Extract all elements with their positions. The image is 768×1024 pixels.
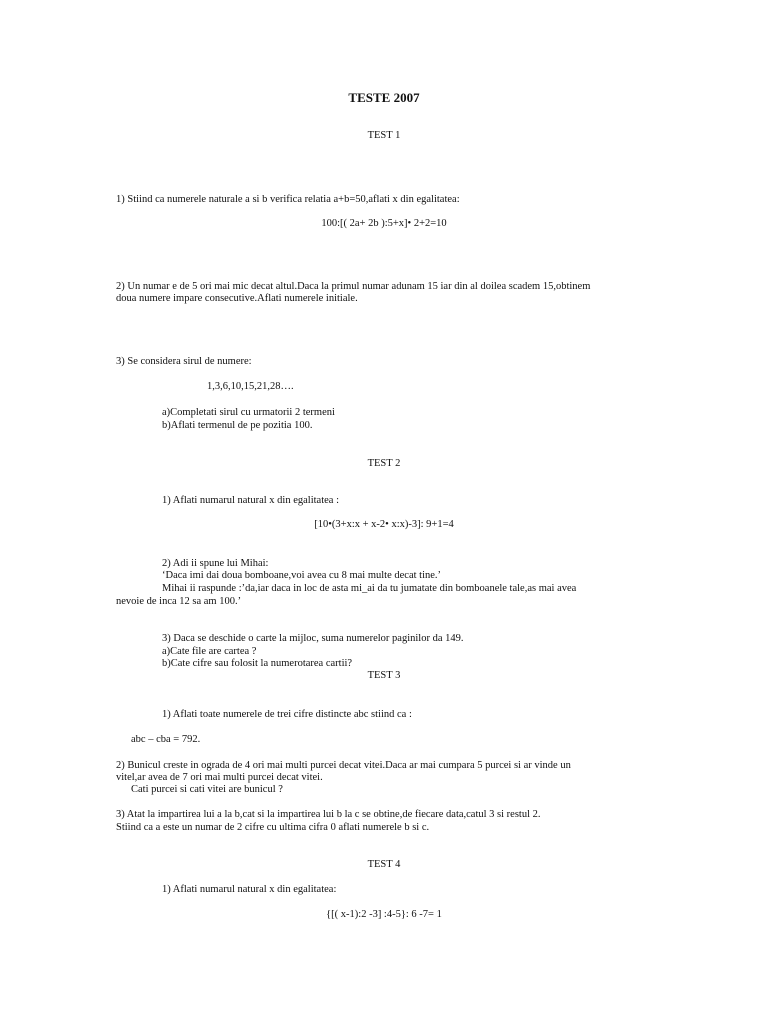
test1-problem2-line1: 2) Un numar e de 5 ori mai mic decat altul.Daca la primul numar adunam 15 iar din al doilea scadem 15,obtinem — [116, 281, 591, 292]
test2-problem3-a: a)Cate file are cartea ? — [162, 646, 257, 657]
test1-problem3-sequence: 1,3,6,10,15,21,28…. — [207, 381, 294, 392]
test1-heading: TEST 1 — [367, 130, 401, 141]
test1-problem1-formula: 100:[( 2a+ 2b ):5+x]• 2+2=10 — [321, 218, 447, 229]
test2-problem3: 3) Daca se deschide o carte la mijloc, suma numerelor paginilor da 149. — [162, 633, 464, 644]
test2-problem2-line4: nevoie de inca 12 sa am 100.’ — [116, 596, 242, 607]
document-title: TESTE 2007 — [348, 90, 420, 105]
test3-problem3-line1: 3) Atat la impartirea lui a la b,cat si la impartirea lui b la c se obtine,de fiecare data,catul 3 si restul 2. — [116, 809, 541, 820]
test1-problem2-line2: doua numere impare consecutive.Aflati numerele initiale. — [116, 293, 358, 304]
test2-problem2-line3: Mihai ii raspunde :’da,iar daca in loc de asta mi_ai da tu jumatate din bomboanele tale,as mai avea — [162, 583, 577, 594]
test2-problem1: 1) Aflati numarul natural x din egalitatea : — [162, 495, 339, 506]
test3-heading: TEST 3 — [367, 670, 401, 681]
test2-problem2-line2: ‘Daca imi dai doua bomboane,voi avea cu 8 mai multe decat tine.’ — [162, 570, 442, 581]
test4-heading: TEST 4 — [367, 859, 401, 870]
test1-problem3-a: a)Completati sirul cu urmatorii 2 termeni — [162, 407, 335, 418]
test3-problem2-line1: 2) Bunicul creste in ograda de 4 ori mai multi purcei decat vitei.Daca ar mai cumpara 5 purcei si ar vinde un — [116, 760, 571, 771]
test3-problem2-line2: vitel,ar avea de 7 ori mai multi purcei decat vitei. — [116, 772, 323, 783]
test3-problem1: 1) Aflati toate numerele de trei cifre distincte abc stiind ca : — [162, 709, 412, 720]
test3-problem2-line3: Cati purcei si cati vitei are bunicul ? — [131, 784, 283, 795]
test2-problem3-b: b)Cate cifre sau folosit la numerotarea cartii? — [162, 658, 353, 669]
test4-problem1-formula: {[( x-1):2 -3] :4-5}: 6 -7= 1 — [326, 909, 442, 920]
test2-problem1-formula: [10•(3+x:x + x-2• x:x)-3]: 9+1=4 — [314, 519, 454, 530]
test3-problem3-line2: Stiind ca a este un numar de 2 cifre cu ultima cifra 0 aflati numerele b si c. — [116, 822, 430, 833]
test1-problem3-b: b)Aflati termenul de pe pozitia 100. — [162, 420, 313, 431]
test4-problem1: 1) Aflati numarul natural x din egalitatea: — [162, 884, 337, 895]
test2-heading: TEST 2 — [367, 458, 401, 469]
test1-problem3: 3) Se considera sirul de numere: — [116, 356, 252, 367]
test2-problem2-line1: 2) Adi ii spune lui Mihai: — [162, 558, 269, 569]
test1-problem1: 1) Stiind ca numerele naturale a si b verifica relatia a+b=50,aflati x din egalitatea: — [116, 194, 460, 205]
test3-problem1-formula: abc – cba = 792. — [131, 734, 201, 745]
